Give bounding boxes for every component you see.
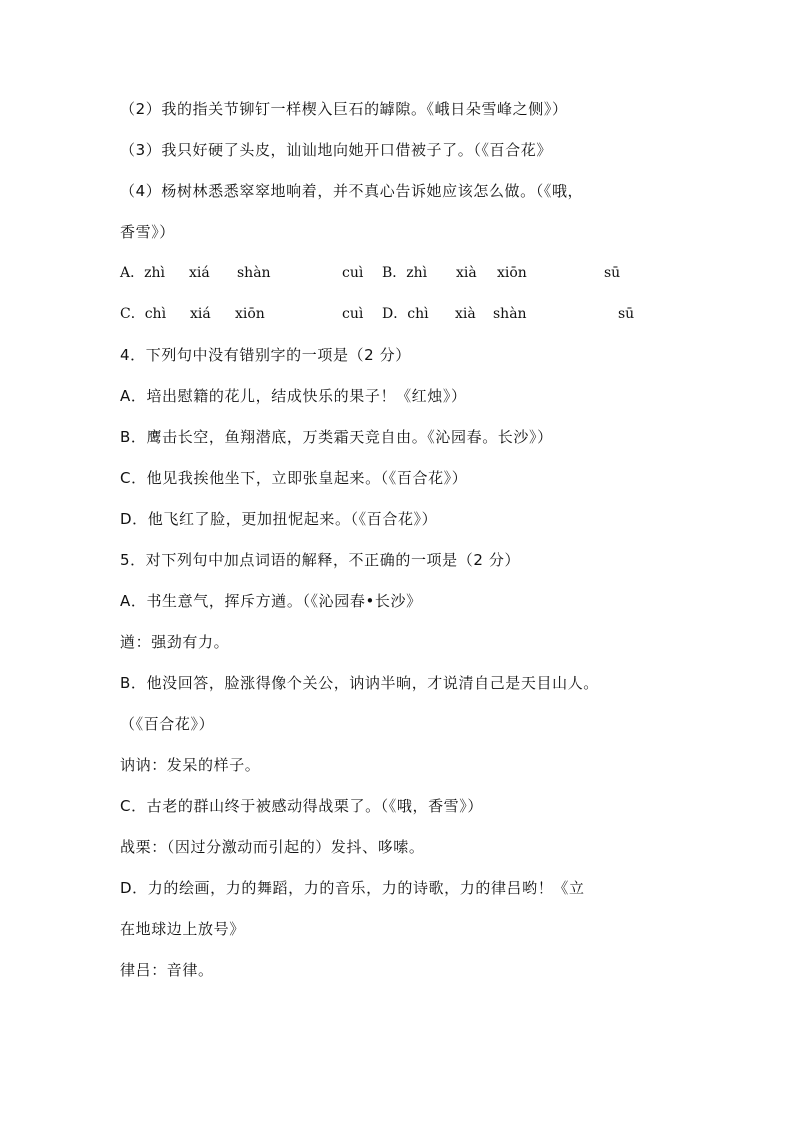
option-b-2: xià [456,265,477,281]
question-3-item-2: （2）我的指关节铆钉一样楔入巨石的罅隙。《峨日朵雪峰之侧》） [120,100,568,118]
question-3-item-4-cont: 香雪》） [120,223,175,241]
pinyin-option-row-ab [120,263,680,284]
option-c-1: C．chì [120,306,167,322]
question-5-option-b-source: （《百合花》） [120,715,215,733]
option-c-2: xiá [190,306,211,322]
question-5-option-b-gloss: 讷讷：发呆的样子。 [120,756,261,774]
option-a-2: xiá [189,265,210,281]
question-3-item-4: （4）杨树林悉悉窣窣地响着，并不真心告诉她应该怎么做。（《哦， [120,182,584,200]
option-b-4: sū [604,265,621,281]
question-5-stem: 5．对下列句中加点词语的解释，不正确的一项是（2 分） [120,551,521,569]
option-b-3: xiōn [497,265,527,281]
question-4-option-d: D．他飞红了脸，更加扭怩起来。（《百合花》） [120,510,438,528]
pinyin-option-row-cd [120,304,680,325]
option-a-4: cuì [342,265,364,281]
option-d-4: sū [618,306,635,322]
question-5-option-a-gloss: 遒：强劲有力。 [120,633,230,651]
question-4-option-b: B．鹰击长空，鱼翔潜底，万类霜天竞自由。《沁园春。长沙》） [120,428,553,446]
option-d-2: xià [455,306,476,322]
option-b-1: B．zhì [382,265,428,281]
question-4-option-a: A．培出慰籍的花儿，结成快乐的果子！《红烛》） [120,387,467,405]
question-5-option-c: C．古老的群山终于被感动得战栗了。（《哦，香雪》） [120,797,483,815]
question-3-item-3: （3）我只好硬了头皮，讪讪地向她开口借被子了。（《百合花》 [120,141,552,159]
option-c-3: xiōn [235,306,265,322]
question-4-option-c: C．他见我挨他坐下，立即张皇起来。（《百合花》） [120,469,468,487]
question-5-option-a: A．书生意气，挥斥方遒。（《沁园春•长沙》 [120,592,422,610]
option-d-3: shàn [493,306,527,322]
question-4-stem: 4．下列句中没有错别字的一项是（2 分） [120,346,411,364]
option-a-1: A．zhì [120,265,165,281]
question-5-option-d-gloss: 律吕：音律。 [120,961,214,979]
option-a-3: shàn [237,265,271,281]
option-d-1: D．chì [382,306,429,322]
option-c-4: cuì [342,306,364,322]
document-content [120,99,680,981]
question-5-option-c-gloss: 战栗：（因过分激动而引起的）发抖、哆嗦。 [120,838,425,856]
question-5-option-d: D．力的绘画，力的舞蹈，力的音乐，力的诗歌，力的律吕哟！《立 [120,879,585,897]
question-5-option-b: B．他没回答，脸涨得像个关公，讷讷半晌，才说清自己是天目山人。 [120,674,599,692]
question-5-option-d-source: 在地球边上放号》 [120,920,245,938]
